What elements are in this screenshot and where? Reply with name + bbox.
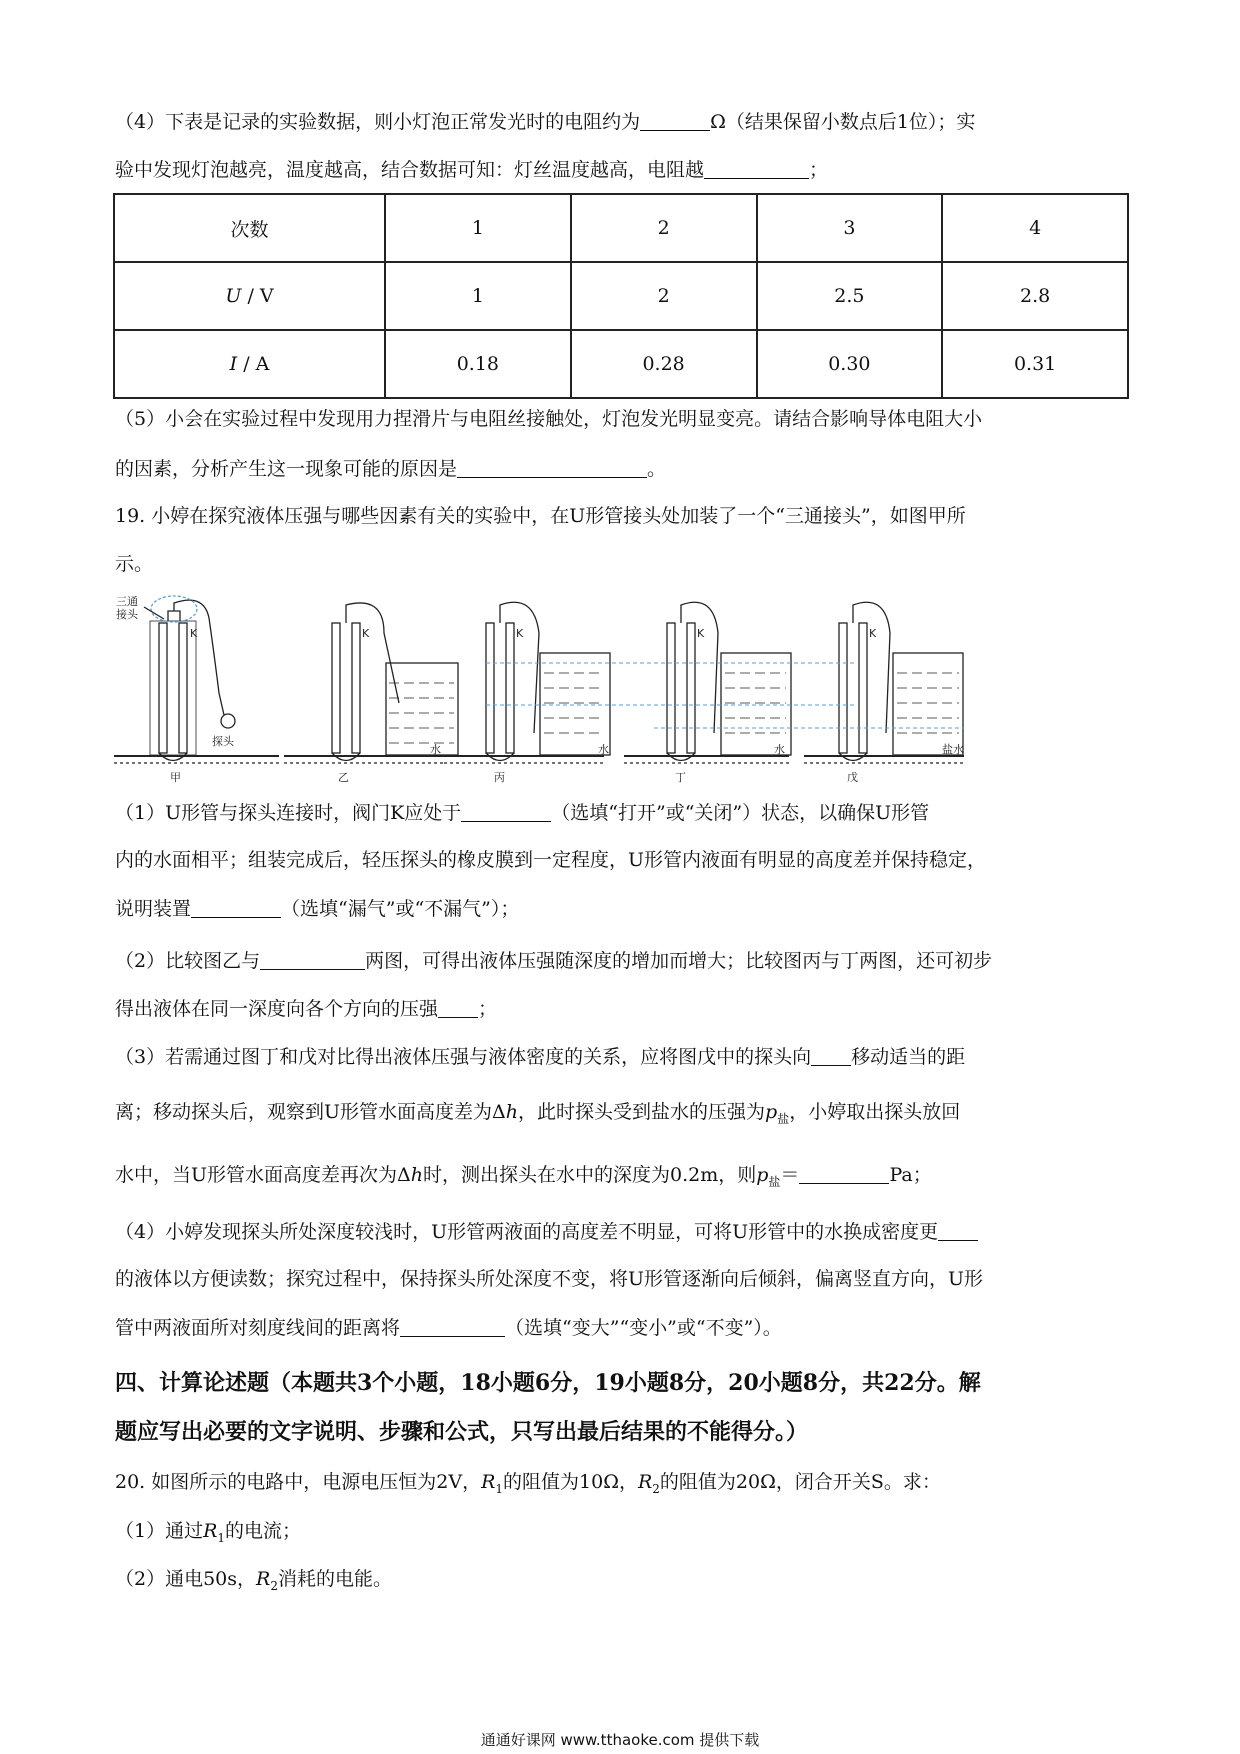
q19-line1: 19. 小婷在探究液体压强与哪些因素有关的实验中，在U形管接头处加装了一个“三通接头”，如图甲所 — [115, 505, 966, 527]
svg-text:戊: 戊 — [847, 771, 858, 783]
answer-blank-resistance-trend[interactable] — [704, 160, 809, 179]
q19-1-line3: 说明装置 （选填“漏气”或“不漏气”）； — [115, 898, 520, 920]
table-cell: 0.30 — [757, 330, 943, 398]
q18-5-line1: （5）小会在实验过程中发现用力捏滑片与电阻丝接触处，灯泡发光明显变亮。请结合影响导体电阻大小 — [115, 408, 983, 430]
answer-blank-pressure-equal[interactable] — [438, 999, 478, 1018]
q19-4-line1: （4）小婷发现探头所处深度较浅时，U形管两液面的高度差不明显，可将U形管中的水换成密度更 — [115, 1222, 978, 1242]
q20-part2: （2）通电50s，$R_2$消耗的电能。 — [115, 1568, 392, 1593]
section-heading-line1: 四、计算论述题（本题共3个小题，18小题6分，19小题8分，20小题8分，共22分。解 — [115, 1370, 981, 1396]
table-cell: 2.8 — [942, 262, 1128, 330]
answer-blank-figure[interactable] — [260, 951, 365, 970]
table-cell: 2.5 — [757, 262, 943, 330]
svg-text:探头: 探头 — [212, 735, 234, 748]
svg-text:K: K — [869, 627, 877, 640]
q19-3-line2: 离；移动探头后，观察到U形管水面高度差为Δh，此时探头受到盐水的压强为$p_盐$，小婷取出探头放回 — [115, 1101, 961, 1126]
answer-blank-saltwater-pressure[interactable] — [799, 1165, 889, 1184]
q19-3-line3: 水中，当U形管水面高度差再次为Δh时，测出探头在水中的深度为0.2m，则$p_盐= Pa$； — [115, 1164, 932, 1189]
q19-1-line2: 内的水面相平；组装完成后，轻压探头的橡皮膜到一定程度，U形管内液面有明显的高度差并保持稳定， — [115, 849, 987, 871]
figure-bing — [444, 602, 610, 763]
table-row-current — [114, 330, 1128, 398]
table-cell: 0.28 — [571, 330, 757, 398]
svg-text:K: K — [362, 627, 370, 640]
page-footer: 通通好课网 www.tthaoke.com 提供下载 — [480, 1731, 760, 1749]
answer-blank-density[interactable] — [938, 1222, 978, 1241]
svg-text:接头: 接头 — [116, 608, 138, 621]
u-tube-experiment-figure — [114, 593, 1014, 783]
answer-blank-reason[interactable] — [457, 459, 647, 478]
table-cell: 0.18 — [385, 330, 571, 398]
svg-text:K: K — [697, 627, 705, 640]
svg-text:丁: 丁 — [675, 771, 686, 783]
q19-line2: 示。 — [115, 553, 154, 575]
table-header-cell: U / V — [114, 262, 385, 330]
svg-text:甲: 甲 — [170, 771, 181, 783]
section-heading-line2: 题应写出必要的文字说明、步骤和公式，只写出最后结果的不能得分。） — [115, 1419, 809, 1445]
q19-1-line1: （1）U形管与探头连接时，阀门K应处于 （选填“打开”或“关闭”）状态，以确保U形管 — [115, 802, 930, 824]
q19-3-line1: （3）若需通过图丁和戊对比得出液体压强与液体密度的关系，应将图戊中的探头向 移动适当的距 — [115, 1046, 966, 1068]
svg-text:乙: 乙 — [338, 771, 349, 783]
table-row-voltage — [114, 262, 1128, 330]
table-cell: 1 — [385, 194, 571, 262]
table-cell: 4 — [942, 194, 1128, 262]
q18-4-line1: （4）下表是记录的实验数据，则小灯泡正常发光时的电阻约为 Ω（结果保留小数点后1位）；实 — [115, 111, 976, 133]
table-header-cell: I / A — [114, 330, 385, 398]
q19-4-line2: 的液体以方便读数；探究过程中，保持探头所处深度不变，将U形管逐渐向后倾斜，偏离竖直方向，U形 — [115, 1268, 984, 1290]
svg-text:三通: 三通 — [116, 595, 138, 608]
q18-5-line2: 的因素，分析产生这一现象可能的原因是 。 — [115, 458, 667, 480]
table-cell: 0.31 — [942, 330, 1128, 398]
q18-4-line2: 验中发现灯泡越亮，温度越高，结合数据可知：灯丝温度越高，电阻越 ； — [115, 159, 829, 181]
answer-blank-leak[interactable] — [191, 899, 281, 918]
svg-text:盐水: 盐水 — [942, 743, 964, 756]
svg-text:丙: 丙 — [494, 771, 505, 783]
q19-2-line1: （2）比较图乙与 两图，可得出液体压强随深度的增加而增大；比较图丙与丁两图，还可初步 — [115, 950, 993, 972]
q19-4-line3: 管中两液面所对刻度线间的距离将 （选填“变大”“变小”或“不变”）。 — [115, 1317, 782, 1339]
svg-text:水: 水 — [774, 743, 785, 756]
figure-wu — [804, 602, 964, 763]
table-row-trial — [114, 194, 1128, 262]
table-cell: 2 — [571, 262, 757, 330]
figure-ding — [624, 602, 791, 763]
svg-text:K: K — [516, 627, 524, 640]
svg-text:水: 水 — [430, 743, 441, 756]
q20-part1: （1）通过$R_1$的电流； — [115, 1520, 302, 1545]
q19-2-line2: 得出液体在同一深度向各个方向的压强 ； — [115, 998, 498, 1020]
table-cell: 1 — [385, 262, 571, 330]
table-cell: 3 — [757, 194, 943, 262]
figure-yi — [284, 603, 458, 763]
table-cell: 2 — [571, 194, 757, 262]
svg-text:水: 水 — [598, 743, 609, 756]
data-table — [113, 193, 1129, 399]
answer-blank-distance-change[interactable] — [400, 1318, 505, 1337]
answer-blank-resistance[interactable] — [640, 112, 710, 131]
figure-jia — [114, 596, 279, 763]
table-header-cell: 次数 — [114, 194, 385, 262]
answer-blank-direction[interactable] — [811, 1047, 851, 1066]
answer-blank-valve-state[interactable] — [461, 803, 551, 822]
svg-text:K: K — [190, 627, 198, 640]
q20-line1: 20. 如图所示的电路中，电源电压恒为2V，$R_1$的阻值为10Ω，$R_2$的阻值为20Ω，闭合开关S。求： — [115, 1471, 941, 1496]
